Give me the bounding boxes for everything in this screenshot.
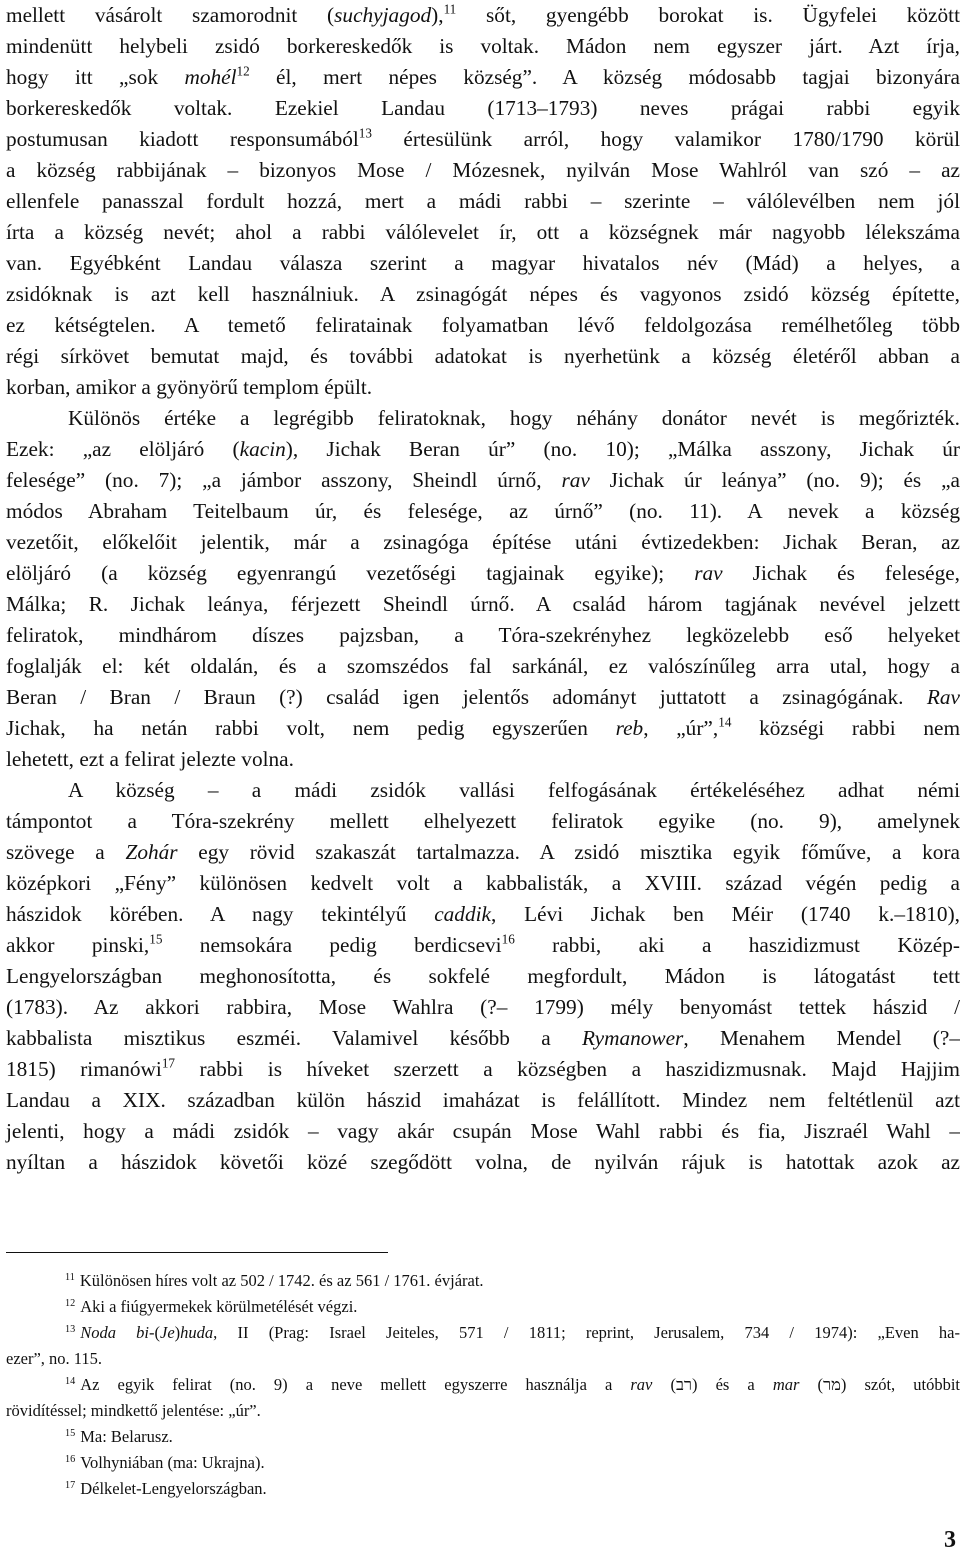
text-line [6, 434, 960, 465]
text-line [6, 1147, 960, 1178]
main-body-text [6, 0, 960, 1178]
text-run: rövidítéssel; mindkettő jelentése: „úr”. [6, 1401, 261, 1420]
text-run: mellett vásárolt szamorodnit ( [6, 3, 335, 27]
text-run: Ma: Belarusz. [80, 1427, 173, 1446]
text-run: ), Jichak Beran úr” (no. 10); „Málka asszony, Jichak úr [285, 437, 960, 461]
text-run: foglalják el: két oldalán, és a szomszédos fal sarkánál, ez valószínűleg arra utal, hogy a [6, 654, 960, 678]
italic-text: rav [694, 561, 723, 585]
italic-text: Zohár [125, 840, 178, 864]
italic-text: Rav [926, 685, 960, 709]
footnotes-section [6, 1268, 960, 1502]
text-run: hászidok körében. A nagy tekintélyű [6, 902, 435, 926]
text-run: (1783). Az akkori rabbira, Mose Wahlra (?– 1799) mély benyomást tettek hászid / [6, 995, 960, 1019]
text-run: (רב) és a [652, 1375, 773, 1394]
text-line [6, 868, 960, 899]
text-run: Délkelet-Lengyelországban. [80, 1479, 267, 1498]
text-run: középkori „Fény” különösen kedvelt volt a kabbalisták, a XVIII. század végén pedig a [6, 871, 960, 895]
italic-text: mar [772, 1375, 800, 1394]
text-run: Különös értéke a legrégibb feliratoknak, hogy néhány donátor nevét is megőrizték. [68, 406, 960, 430]
text-run: akkor pinski, [6, 933, 150, 957]
footnote-16 [6, 1450, 960, 1476]
text-run: ellenfele panasszal fordult hozzá, mert a mádi rabbi – szerinte – válólevélben nem jól [6, 189, 960, 213]
text-run: szövege a [6, 840, 126, 864]
text-line [6, 558, 960, 589]
text-run: vezetőit, előkelőit jelentik, már a zsinagóga építése utáni évtizedekben: Jichak Beran, az [6, 530, 960, 554]
italic-text: Je [160, 1323, 175, 1342]
text-run: zsidóknak is azt kell használniuk. A zsinagógát népes és vagyonos zsidó község építette, [6, 282, 960, 306]
text-run: ezer”, no. 115. [6, 1349, 103, 1368]
footnote-15 [6, 1424, 960, 1450]
text-run: Volhyniában (ma: Ukrajna). [80, 1453, 265, 1472]
text-line [6, 837, 960, 868]
text-run: van. Egyébként Landau válasza szerint a magyar hivatalos név (Mád) a helyes, a [6, 251, 960, 275]
text-line [6, 651, 960, 682]
text-run: hogy itt „sok [6, 65, 185, 89]
text-line [6, 217, 960, 248]
text-run: , „úr”, [643, 716, 719, 740]
footnote-separator-line [6, 1252, 388, 1253]
footnote-number: 11 [65, 1271, 75, 1283]
footnote-14 [6, 1372, 960, 1398]
italic-text: kacin [239, 437, 286, 461]
text-line [6, 1085, 960, 1116]
text-run: elöljáró (a község egyenrangú vezetőségi tagjainak egyike); [6, 561, 695, 585]
text-run: A község – a mádi zsidók vallási felfogásának értékeléséhez adhat némi [68, 778, 960, 802]
text-run: él, mert népes község”. A község módosabb tagjai bizonyára [249, 65, 960, 89]
text-line [6, 465, 960, 496]
text-run: sőt, gyengébb borokat is. Ügyfelei között [456, 3, 960, 27]
text-run: Lengyelországban meghonosította, és sokfelé megfordult, Mádon is látogatást tett [6, 964, 960, 988]
text-run: a község rabbijának – bizonyos Mose / Mózesnek, nyilván Mose Wahlról van szó – az [6, 158, 960, 182]
footnote-number: 12 [65, 1297, 76, 1309]
text-line [6, 992, 960, 1023]
text-run: jelenti, hogy a mádi zsidók – vagy akár csupán Mose Wahl rabbi és fia, Jiszraél Wahl – [6, 1119, 960, 1143]
text-line [6, 248, 960, 279]
text-run: ez kétségtelen. A temető feliratainak folyamatban lévő feldolgozása remélhetőleg több [6, 313, 960, 337]
italic-text: huda [180, 1323, 214, 1342]
text-line [6, 806, 960, 837]
text-run: Ezek: „az elöljáró ( [6, 437, 240, 461]
text-line [6, 31, 960, 62]
text-line [6, 341, 960, 372]
italic-text: rav [630, 1375, 653, 1394]
text-run: támpontot a Tóra-szekrény mellett elhelyezett feliratok egyike (no. 9), amelynek [6, 809, 960, 833]
footnote-12 [6, 1294, 960, 1320]
text-run: Málka; R. Jichak leánya, férjezett Sheindl úrnő. A család három tagjának nevével jelzett [6, 592, 960, 616]
text-line [6, 961, 960, 992]
footnote-reference: 13 [358, 125, 372, 141]
text-line [6, 775, 960, 806]
footnote-reference: 14 [718, 714, 732, 730]
text-run: rabbi is híveket szerzett a községben a haszidizmusnak. Majd Hajjim [175, 1057, 960, 1081]
text-line [6, 0, 960, 31]
text-line [6, 527, 960, 558]
italic-text: rav [561, 468, 590, 492]
text-run: mindenütt helybeli zsidó borkereskedők is voltak. Mádon nem egyszer járt. Azt írja, [6, 34, 960, 58]
text-run: feliratok, mindhárom díszes pajzsban, a Tóra-szekrényhez legközelebb eső helyeket [6, 623, 960, 647]
text-run: (מר) szót, utóbbit [799, 1375, 960, 1394]
footnote-number: 14 [65, 1375, 76, 1387]
footnote-number: 13 [65, 1323, 76, 1335]
text-line [6, 496, 960, 527]
text-run: ( [154, 1323, 161, 1342]
text-run: értesülünk arról, hogy valamikor 1780/1790 körül [371, 127, 960, 151]
footnote-continuation [6, 1346, 960, 1372]
text-run: , II (Prag: Israel Jeiteles, 571 / 1811; reprint, Jerusalem, 734 / 1974): „Even ha- [213, 1323, 960, 1342]
text-run: Jichak, ha netán rabbi volt, nem pedig egyszerűen [6, 716, 616, 740]
text-run: Jichak és felesége, [722, 561, 960, 585]
footnote-continuation [6, 1398, 960, 1424]
text-run: Különösen híres volt az 502 / 1742. és az 561 / 1761. évjárat. [79, 1271, 484, 1290]
text-line [6, 310, 960, 341]
text-line [6, 589, 960, 620]
footnote-11 [6, 1268, 960, 1294]
footnote-reference: 16 [501, 931, 515, 947]
text-line [6, 403, 960, 434]
text-line [6, 62, 960, 93]
text-run: régi sírkövet bemutat majd, és további adatokat is nyerhetünk a község életéről abban a [6, 344, 960, 368]
footnote-reference: 17 [161, 1055, 176, 1071]
text-run: postumusan kiadott responsumából [6, 127, 359, 151]
text-line [6, 620, 960, 651]
text-run: rabbi, aki a haszidizmust Közép- [514, 933, 960, 957]
text-run: egy rövid szakaszát tartalmazza. A zsidó misztika egyik főműve, a kora [177, 840, 960, 864]
footnote-reference: 12 [236, 63, 250, 79]
text-line [6, 372, 960, 403]
text-run: Landau a XIX. században külön hászid imaházat is felállított. Mindez nem feltétlenül azt [6, 1088, 960, 1112]
text-run: borkereskedők voltak. Ezekiel Landau (1713–1793) neves prágai rabbi egyik [6, 96, 960, 120]
text-run: , Menahem Mendel (?– [683, 1026, 960, 1050]
text-run: írta a község nevét; ahol a rabbi válólevelet ír, ott a községnek már nagyobb lélekszáma [6, 220, 960, 244]
text-line [6, 744, 960, 775]
footnote-reference: 11 [443, 1, 457, 17]
text-run: módos Abraham Teitelbaum úr, és felesége, az úrnő” (no. 11). A nevek a község [6, 499, 960, 523]
footnote-number: 16 [65, 1453, 76, 1465]
text-run: Az egyik felirat (no. 9) a neve mellett egyszerre használja a [80, 1375, 631, 1394]
text-run: , Lévi Jichak ben Méir (1740 k.–1810), [490, 902, 960, 926]
italic-text: suchyjagod [334, 3, 432, 27]
text-run: lehetett, ezt a felirat jelezte volna. [6, 747, 294, 771]
text-line [6, 713, 960, 744]
text-run: ), [431, 3, 444, 27]
text-run: Aki a fiúgyermekek körülmetélését végzi. [80, 1297, 358, 1316]
footnote-13 [6, 1320, 960, 1346]
text-line [6, 124, 960, 155]
document-page [6, 0, 960, 1565]
text-run: 1815) rimanówi [6, 1057, 162, 1081]
italic-text: Noda bi- [80, 1323, 155, 1342]
text-line [6, 186, 960, 217]
text-line [6, 155, 960, 186]
italic-text: mohél [184, 65, 237, 89]
italic-text: reb [615, 716, 644, 740]
text-run: kabbalista misztikus eszméi. Valamivel később a [6, 1026, 582, 1050]
text-line [6, 279, 960, 310]
text-line [6, 93, 960, 124]
italic-text: caddik [434, 902, 491, 926]
text-line [6, 1023, 960, 1054]
text-run: ) [174, 1323, 181, 1342]
text-run: Beran / Bran / Braun (?) család igen jelentős adományt juttatott a zsinagógának. [6, 685, 927, 709]
text-run: felesége” (no. 7); „a jámbor asszony, Sheindl úrnő, [6, 468, 562, 492]
text-run: nyíltan a hászidok követői közé szegődött volna, de nyilván rájuk is hatottak azok az [6, 1150, 960, 1174]
italic-text: Rymanower [582, 1026, 684, 1050]
text-run: községi rabbi nem [731, 716, 960, 740]
text-line [6, 930, 960, 961]
text-run: nemsokára pedig berdicsevi [162, 933, 502, 957]
footnote-17 [6, 1476, 960, 1502]
footnote-number: 15 [65, 1427, 76, 1439]
text-line [6, 899, 960, 930]
footnote-number: 17 [65, 1479, 76, 1491]
text-run: korban, amikor a gyönyörű templom épült. [6, 375, 373, 399]
footnote-reference: 15 [149, 931, 163, 947]
text-run: Jichak úr leánya” (no. 9); és „a [589, 468, 960, 492]
text-line [6, 1116, 960, 1147]
text-line [6, 1054, 960, 1085]
text-line [6, 682, 960, 713]
page-number: 3 [944, 1527, 956, 1553]
